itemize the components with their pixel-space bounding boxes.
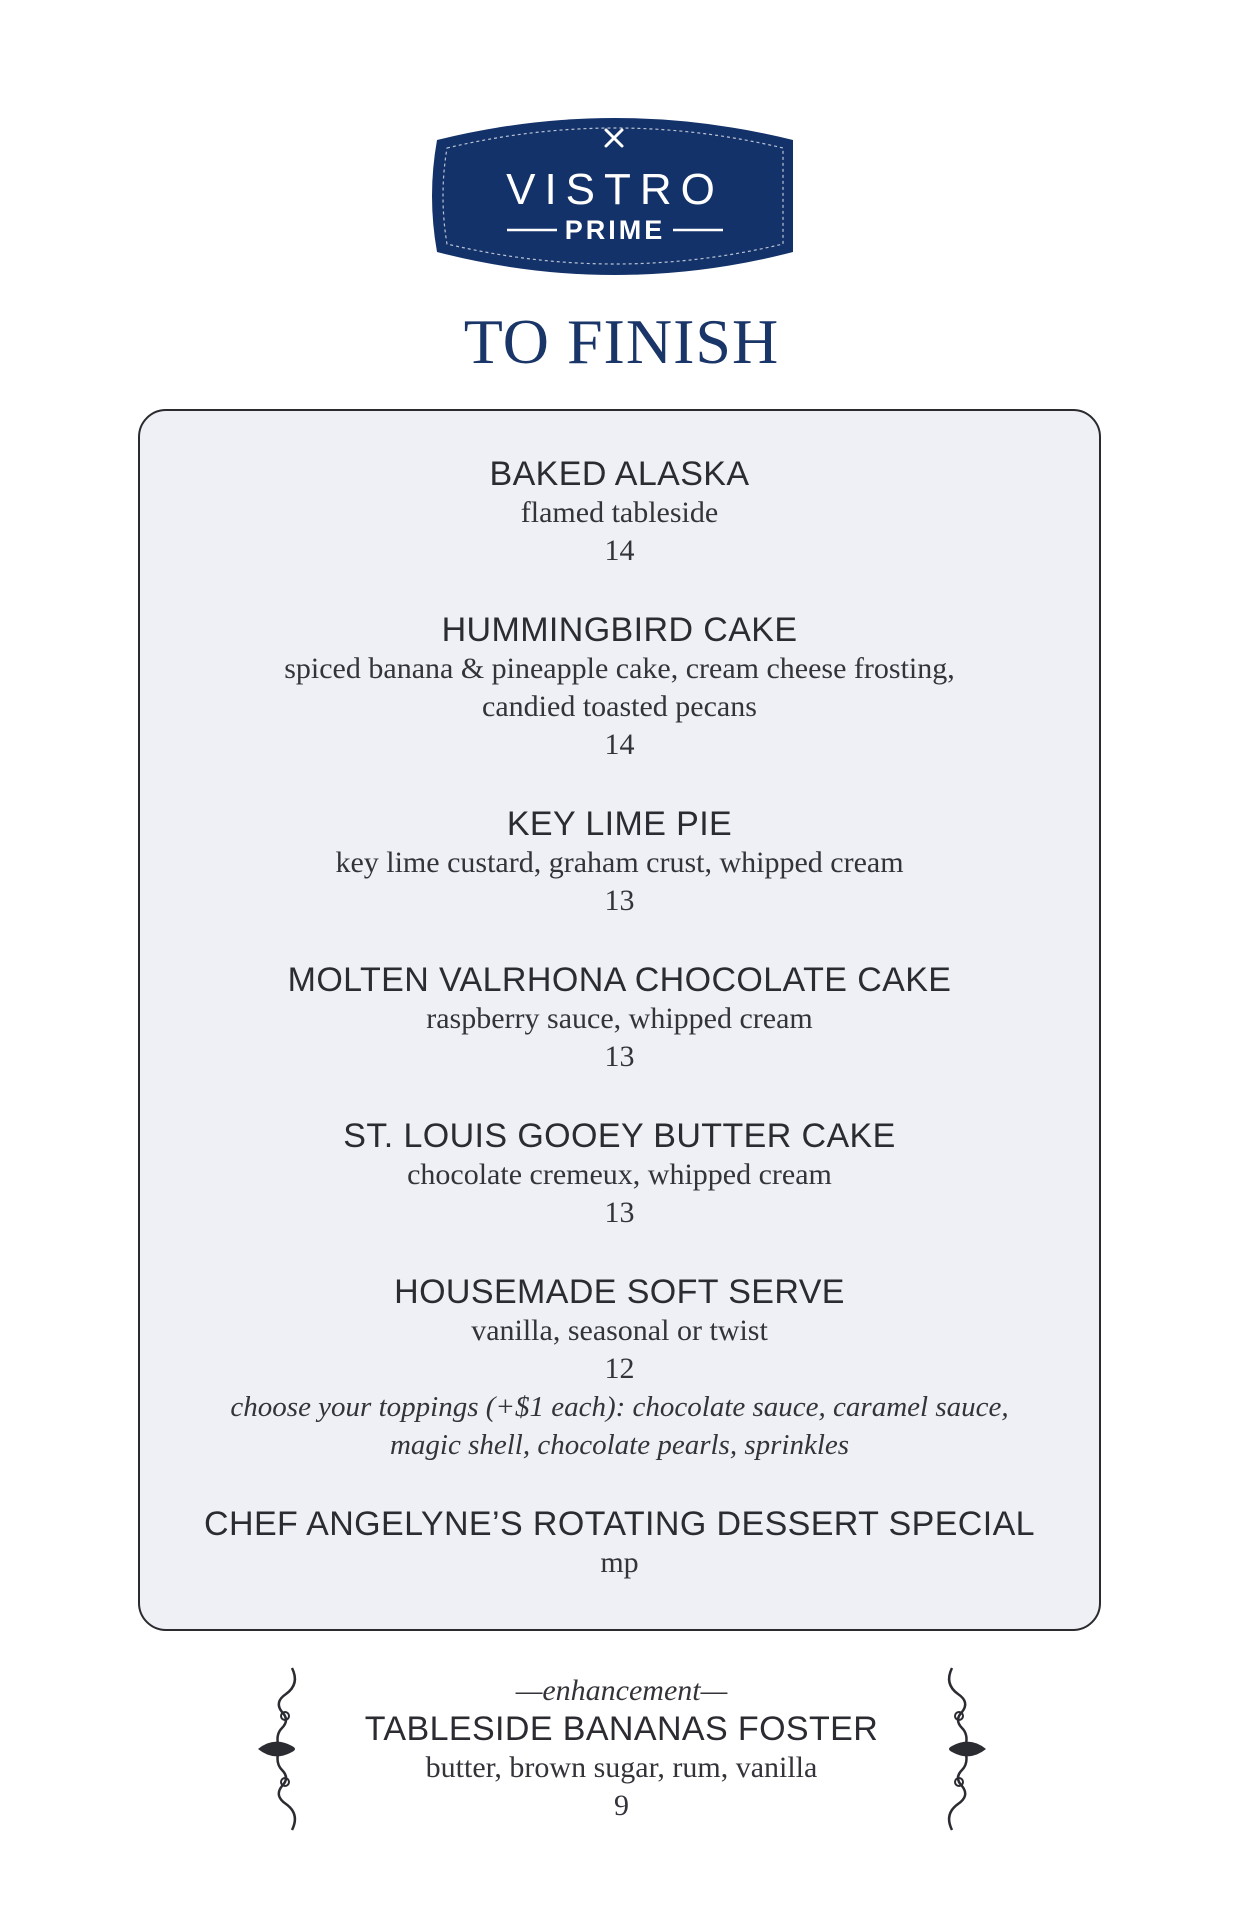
item-name: BAKED ALASKA bbox=[489, 455, 750, 493]
item-name: KEY LIME PIE bbox=[506, 805, 733, 843]
item-description: chocolate cremeux, whipped cream bbox=[407, 1158, 832, 1191]
item-price: 12 bbox=[604, 1352, 635, 1385]
vistro-prime-logo bbox=[425, 112, 805, 284]
item-description: vanilla, seasonal or twist bbox=[471, 1314, 768, 1347]
item-price: 14 bbox=[604, 534, 635, 567]
menu-item bbox=[140, 960, 1099, 1076]
item-name: HUMMINGBIRD CAKE bbox=[441, 611, 798, 649]
menu-item bbox=[140, 1272, 1099, 1464]
item-price: 13 bbox=[604, 884, 635, 917]
menu-item bbox=[140, 804, 1099, 920]
item-price: 13 bbox=[604, 1040, 635, 1073]
item-name: HOUSEMADE SOFT SERVE bbox=[394, 1273, 845, 1311]
item-description: candied toasted pecans bbox=[482, 690, 757, 723]
menu-item bbox=[140, 1116, 1099, 1232]
section-title: TO FINISH bbox=[463, 306, 780, 377]
logo-sub: PRIME bbox=[564, 215, 666, 245]
enhancement-label: —enhancement— bbox=[515, 1674, 728, 1707]
item-name: MOLTEN VALRHONA CHOCOLATE CAKE bbox=[287, 961, 952, 999]
enhancement-section bbox=[0, 1673, 1243, 1825]
dessert-menu-panel bbox=[138, 409, 1101, 1631]
item-name: ST. LOUIS GOOEY BUTTER CAKE bbox=[343, 1117, 896, 1155]
item-description: key lime custard, graham crust, whipped cream bbox=[335, 846, 904, 879]
item-price: mp bbox=[600, 1546, 639, 1579]
logo-name: VISTRO bbox=[506, 165, 724, 214]
item-name: CHEF ANGELYNE’S ROTATING DESSERT SPECIAL bbox=[204, 1505, 1035, 1543]
item-price: 14 bbox=[604, 728, 635, 761]
enhancement-name: TABLESIDE BANANAS FOSTER bbox=[364, 1710, 879, 1748]
item-price: 13 bbox=[604, 1196, 635, 1229]
item-note: choose your toppings (+$1 each): chocolate sauce, caramel sauce, bbox=[230, 1391, 1009, 1423]
item-note: magic shell, chocolate pearls, sprinkles bbox=[389, 1429, 850, 1461]
item-description: spiced banana & pineapple cake, cream cheese frosting, bbox=[284, 652, 955, 685]
item-description: raspberry sauce, whipped cream bbox=[426, 1002, 813, 1035]
menu-item bbox=[140, 454, 1099, 570]
enhancement-price: 9 bbox=[614, 1789, 629, 1822]
menu-item bbox=[140, 1504, 1099, 1582]
menu-item bbox=[140, 610, 1099, 764]
enhancement-description: butter, brown sugar, rum, vanilla bbox=[425, 1751, 818, 1784]
item-description: flamed tableside bbox=[520, 496, 719, 529]
